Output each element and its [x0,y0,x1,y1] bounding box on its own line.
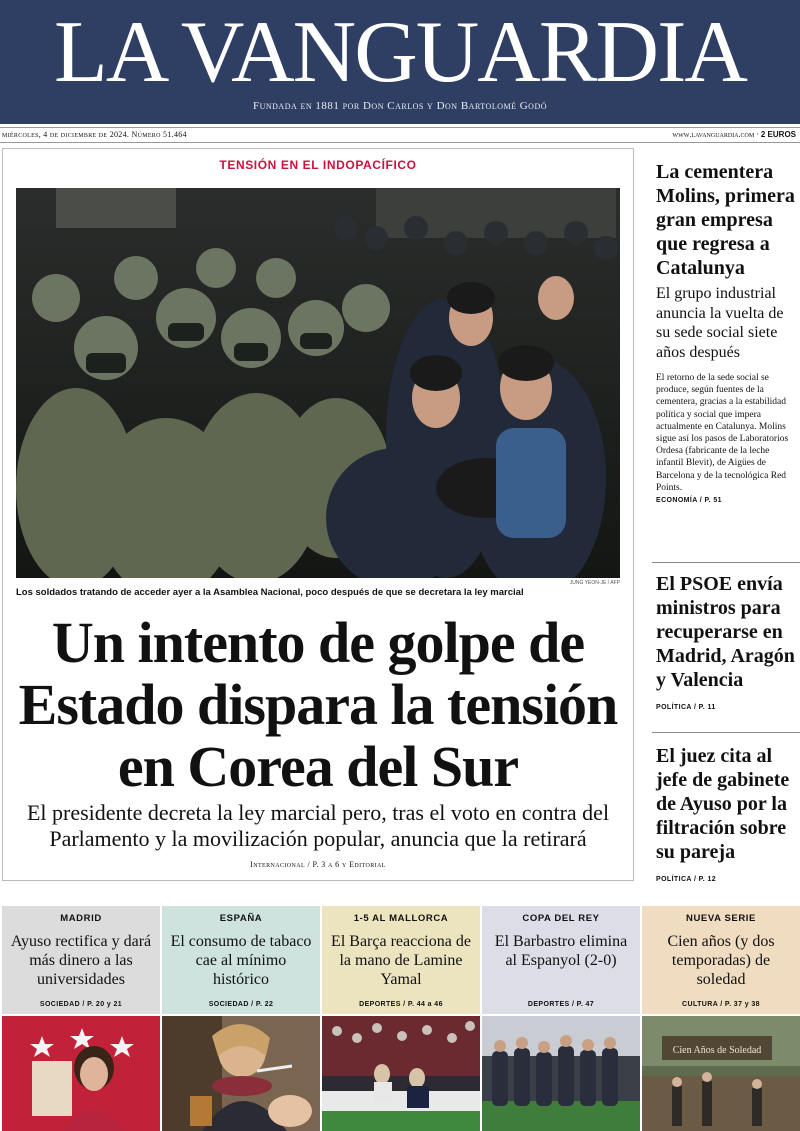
lead-kicker: TENSIÓN EN EL INDOPACÍFICO [219,158,417,172]
panel-madrid[interactable] [2,906,160,1014]
side-headline[interactable]: La cementera Molins, primera gran empresa que regresa a Catalunya [656,161,795,279]
smoker-photo[interactable] [162,1016,320,1131]
panel-title[interactable]: El Barça reacciona de la mano de Lamine Yamal [331,933,471,988]
newspaper-logo[interactable]: LA VANGUARDIA [54,4,746,101]
side-section-ref: POLÍTICA / P. 12 [656,876,717,883]
side-story-molins[interactable] [656,160,798,504]
side-headline[interactable]: El PSOE envía ministros para recuperarse en Madrid, Aragón y Valencia [656,573,795,691]
price: 2 EUROS [760,130,796,139]
panel-ref: DEPORTES / P. 47 [527,1001,595,1008]
masthead-tagline: Fundada en 1881 por Don Carlos y Don Bartolomé Godó [252,100,548,112]
issue-date: miércoles, 4 de diciembre de 2024. Número 51.464 [2,130,187,139]
series-set-art [642,1016,800,1131]
lead-section-ref: Internacional / P. 3 a 6 y Editorial [250,860,386,869]
side-divider [652,732,800,733]
side-body-text: El retorno de la sede social se produce, según fuentes de la cementera, gracias a la estabilidad política y social que impera actualmente en Catalunya. Molins sigue así los pasos de Laboratorios Ordesa (fabricante de la leche infantil Blevit), de Aigües de Barcelona y de la tecnológica Red Points. [656,373,789,493]
lead-subheadline: El presidente decreta la ley marcial pero, tras el voto en contra del Parlamento y la movilización popular, anuncia que la retirará [26,800,610,851]
masthead [0,0,800,124]
lead-headline[interactable]: Un intento de golpe de Estado dispara la tensión en Corea del Sur [18,610,618,799]
website-link[interactable]: www.lavanguardia.com · [672,130,759,139]
soldiers-crowd-illustration [16,188,620,578]
website-and-price [672,130,796,139]
series-sign-text: Cien Años de Soledad [672,1045,762,1056]
side-subheadline: El grupo industrial anuncia la vuelta de su sede social siete años después [656,285,784,361]
panel-title[interactable]: Cien años (y dos temporadas) de soledad [667,933,775,988]
panel-kicker: COPA DEL REY [522,913,600,924]
panel-kicker: 1-5 AL MALLORCA [353,913,449,924]
panel-ref: CULTURA / P. 37 y 38 [682,1001,760,1008]
panel-kicker: MADRID [60,913,102,924]
side-story-psoe[interactable] [656,572,798,711]
panel-barca[interactable] [322,906,480,1014]
side-divider [652,562,800,563]
panel-ref: SOCIEDAD / P. 22 [208,1001,274,1008]
panel-espana[interactable] [162,906,320,1014]
photo-credit: JUNG YEON-JE / AFP [569,580,620,586]
series-set-photo[interactable] [642,1016,800,1131]
top-rule [0,127,800,128]
lead-photo-soldiers[interactable] [16,188,620,578]
side-story-juez[interactable] [656,744,798,883]
madrid-photo-art [2,1016,160,1131]
smoker-photo-art [162,1016,320,1131]
football-team-art [482,1016,640,1131]
side-section-ref: ECONOMÍA / P. 51 [656,497,722,505]
madrid-flag-portrait-photo[interactable] [2,1016,160,1131]
side-section-ref: POLÍTICA / P. 11 [656,704,716,711]
panel-title[interactable]: Ayuso rectifica y dará más dinero a las universidades [10,933,152,988]
panel-title[interactable]: El Barbastro elimina al Espanyol (2-0) [494,933,628,969]
panel-title[interactable]: El consumo de tabaco cae al mínimo histórico [170,933,312,988]
panel-ref: SOCIEDAD / P. 20 y 21 [39,1001,123,1008]
date-rule [0,142,800,143]
panel-copa[interactable] [482,906,640,1014]
side-headline[interactable]: El juez cita al jefe de gabinete de Ayuso por la filtración sobre su pareja [656,745,790,863]
football-team-photo[interactable] [482,1016,640,1131]
football-match-art [322,1016,480,1131]
panel-kicker: NUEVA SERIE [686,913,756,924]
panel-serie[interactable] [642,906,800,1014]
panel-kicker: ESPAÑA [219,913,263,924]
football-match-photo[interactable] [322,1016,480,1131]
panel-ref: DEPORTES / P. 44 a 46 [359,1001,443,1008]
photo-caption: Los soldados tratando de acceder ayer a la Asamblea Nacional, poco después de que se decretara la ley marcial [16,587,524,598]
